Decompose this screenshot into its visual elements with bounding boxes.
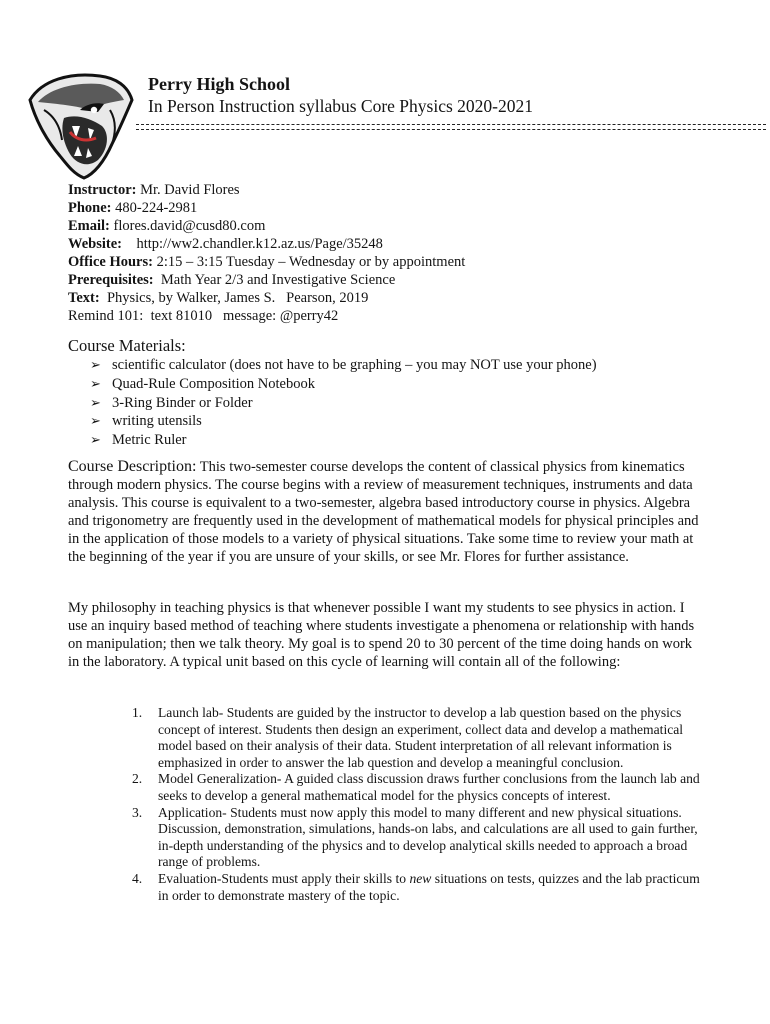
list-number: 1.	[132, 705, 143, 720]
list-item-text: situations on tests, quizzes and the lab practicum in order to demonstrate mastery of the topic.	[158, 870, 700, 903]
philosophy-paragraph: My philosophy in teaching physics is that whenever possible I want my students to see physics in action. I use an inquiry based method of teaching where students investigate a phenomena or relationship with hands on manipulation; then we talk theory. My goal is to spend 20 to 30 percent of the time doing hands on work in the laboratory. A typical unit based on this cycle of learning will contain all of the following:	[68, 600, 695, 670]
school-name: Perry High School	[148, 74, 290, 94]
info-value: Mr. David Flores	[136, 182, 240, 198]
emphasis-text: new	[409, 870, 432, 886]
info-label: Prerequisites:	[68, 272, 154, 288]
arrow-bullet-icon: ➢	[90, 357, 101, 372]
info-row-website	[68, 235, 465, 253]
list-number: 2.	[132, 771, 143, 787]
info-row-remind	[68, 307, 465, 325]
list-item	[132, 805, 704, 871]
list-item-text: Model Generalization- A guided class discussion draws further conclusions from the launch lab and seeks to develop a general mathematical model for the physics concepts of interest.	[158, 771, 700, 803]
info-label: Text:	[68, 290, 100, 306]
learning-cycle-list	[132, 705, 704, 904]
info-value: 480-224-2981	[111, 200, 198, 216]
list-item	[90, 356, 597, 375]
list-item	[90, 375, 597, 394]
info-row-email	[68, 217, 465, 235]
info-value: flores.david@cusd80.com	[109, 218, 266, 234]
info-value: Remind 101: text 81010 message: @perry42	[68, 308, 339, 324]
list-item-text: Launch lab- Students are guided by the instructor to develop a lab question based on the physics concept of interest. Students then design an experiment, collect data and develop a mathematical model based on their analysis of their data. Student interpretation of all relevant information is emphasized in order to answer the lab question and develop a meaningful conclusion.	[158, 705, 684, 770]
panther-mascot-icon	[24, 70, 136, 182]
info-row-phone	[68, 199, 465, 217]
description-heading: Course Description:	[68, 458, 197, 475]
info-label: Website:	[68, 236, 122, 252]
info-row-text	[68, 289, 465, 307]
list-item	[90, 394, 597, 413]
list-item	[132, 771, 704, 804]
info-row-prerequisites	[68, 271, 465, 289]
material-text: writing utensils	[112, 413, 202, 430]
materials-list	[90, 356, 597, 450]
info-value: Physics, by Walker, James S. Pearson, 2019	[99, 290, 369, 306]
description-text: This two-semester course develops the content of classical physics from kinematics through modern physics. The course begins with a review of measurement techniques, instruments and data analysis. This course is equivalent to a two-semester, algebra based introductory course in physics. Algebra and trigonometry are frequently used in the development of mathematical models for physical principles and in the application of those models to a variety of physical situations. Take some time to review your math at the beginning of the year if you are unsure of your skills, or see Mr. Flores for further assistance.	[68, 459, 699, 565]
syllabus-title: In Person Instruction syllabus Core Physics 2020-2021	[148, 96, 533, 116]
info-row-office-hours	[68, 253, 465, 271]
material-text: Metric Ruler	[112, 432, 187, 449]
info-label: Email:	[68, 218, 110, 234]
material-text: 3-Ring Binder or Folder	[112, 394, 253, 411]
materials-heading: Course Materials:	[68, 336, 186, 355]
info-value: 2:15 – 3:15 Tuesday – Wednesday or by appointment	[152, 254, 466, 270]
header-divider	[136, 124, 766, 125]
material-text: Quad-Rule Composition Notebook	[112, 375, 315, 392]
info-label: Instructor:	[68, 182, 137, 198]
arrow-bullet-icon: ➢	[90, 432, 101, 448]
list-item-text: Application- Students must now apply this model to many different and new physical situations. Discussion, demonstration, simulations, hands-on labs, and calculations are all used to gain further, in-depth understanding of the physics and to develop analytical skills needed to approach a broad range of problems.	[158, 804, 698, 870]
list-item	[132, 871, 704, 904]
info-label: Office Hours:	[68, 254, 153, 270]
list-number: 4.	[132, 870, 143, 886]
material-text: scientific calculator (does not have to be graphing – you may NOT use your phone)	[112, 357, 597, 373]
header-divider-secondary	[136, 129, 766, 130]
info-row-instructor	[68, 181, 465, 199]
list-item	[90, 412, 597, 431]
list-item	[132, 705, 704, 771]
website-link[interactable]: http://ww2.chandler.k12.az.us/Page/35248	[121, 236, 383, 252]
arrow-bullet-icon: ➢	[90, 413, 101, 429]
list-item	[90, 431, 597, 450]
instructor-info	[68, 181, 465, 325]
arrow-bullet-icon: ➢	[90, 394, 101, 410]
list-item-text: Evaluation-Students must apply their skills to	[158, 870, 410, 886]
info-value: Math Year 2/3 and Investigative Science	[153, 272, 396, 288]
info-label: Phone:	[68, 200, 112, 216]
course-description	[68, 458, 704, 566]
list-number: 3.	[132, 804, 143, 820]
arrow-bullet-icon: ➢	[90, 375, 101, 391]
